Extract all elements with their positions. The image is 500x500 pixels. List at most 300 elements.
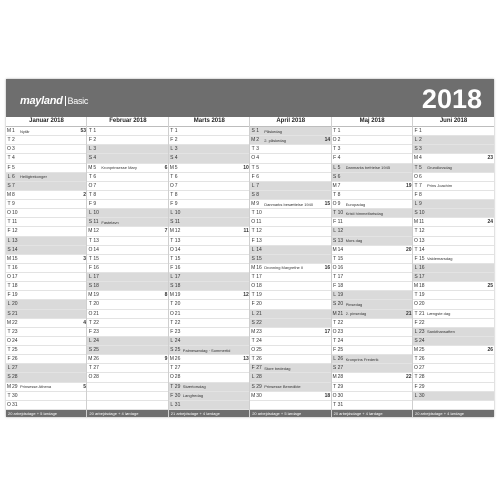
day-number: 18 [174, 283, 181, 290]
day-row [87, 300, 168, 309]
day-weekday: L [414, 201, 418, 208]
day-row [6, 364, 87, 373]
week-number: 22 [406, 374, 412, 381]
day-row [332, 346, 413, 355]
day-weekday: M [413, 219, 419, 226]
day-number: 21 [337, 310, 344, 317]
day-number: 9 [174, 201, 178, 208]
day-row [413, 136, 494, 145]
day-number: 17 [174, 274, 181, 281]
day-row [413, 282, 494, 291]
day-row [413, 392, 494, 401]
day-row [6, 328, 87, 337]
day-number: 16 [174, 264, 181, 271]
week-number: 25 [487, 283, 493, 290]
day-weekday: T [251, 356, 255, 363]
day-row [332, 164, 413, 173]
day-weekday: F [333, 347, 337, 354]
day-weekday: S [414, 210, 418, 217]
day-weekday: O [169, 374, 174, 381]
day-row [332, 310, 413, 319]
day-row [413, 209, 494, 218]
day-row [169, 154, 250, 163]
month-footer: 20 arbejdsdage + 4 lørdage [87, 410, 168, 417]
day-row [6, 218, 87, 227]
day-number: 23 [337, 328, 344, 335]
day-number: 6 [12, 173, 15, 180]
day-row [6, 401, 87, 410]
day-weekday: M [88, 356, 93, 363]
day-number: 15 [337, 255, 344, 262]
day-row [169, 310, 250, 319]
day-row [87, 200, 168, 209]
day-row [87, 164, 168, 173]
day-event: Grundlovsdag [427, 165, 452, 171]
day-weekday: L [7, 173, 11, 180]
day-number: 10 [174, 210, 181, 217]
day-number: 10 [12, 210, 18, 217]
brand-logo [20, 95, 88, 107]
day-weekday: T [333, 255, 337, 262]
week-number: 13 [243, 356, 249, 363]
day-number: 29 [419, 383, 425, 390]
day-weekday: T [251, 228, 255, 235]
day-event: Prinsesse Benedikte [264, 384, 301, 390]
day-row [332, 319, 413, 328]
month-column [169, 117, 250, 417]
week-number: 14 [324, 137, 331, 144]
day-weekday: L [170, 274, 174, 281]
day-list [413, 127, 494, 410]
day-weekday: S [88, 155, 93, 162]
empty-day-row [413, 401, 494, 410]
day-number: 7 [93, 182, 97, 189]
day-row [6, 136, 87, 145]
calendar-header [6, 79, 494, 117]
day-number: 3 [419, 146, 422, 153]
day-row [332, 300, 413, 309]
day-row [6, 291, 87, 300]
day-row [413, 200, 494, 209]
day-row [87, 209, 168, 218]
day-weekday: M [6, 191, 12, 198]
week-number: 16 [324, 264, 331, 271]
day-number: 16 [419, 264, 425, 271]
day-number: 4 [419, 155, 422, 162]
day-row [413, 300, 494, 309]
day-weekday: T [414, 374, 418, 381]
day-number: 25 [12, 347, 18, 354]
day-number: 8 [12, 191, 15, 198]
day-weekday: O [251, 283, 256, 290]
day-number: 7 [256, 182, 259, 189]
day-weekday: S [7, 374, 11, 381]
week-number: 11 [243, 228, 249, 235]
day-row [250, 328, 331, 337]
day-row [332, 127, 413, 136]
day-weekday: M [251, 137, 256, 144]
day-weekday: O [7, 210, 11, 217]
day-number: 25 [256, 347, 262, 354]
day-weekday: O [169, 246, 174, 253]
day-weekday: T [88, 301, 92, 308]
empty-day-row [87, 401, 168, 410]
day-number: 2 [174, 137, 178, 144]
day-number: 20 [12, 301, 18, 308]
day-row [413, 255, 494, 264]
months-grid [6, 117, 494, 417]
day-number: 29 [174, 383, 181, 390]
day-row [332, 255, 413, 264]
day-weekday: F [88, 201, 92, 208]
month-footer: 20 arbejdsdage + 5 lørdage [6, 410, 87, 417]
day-weekday: T [88, 319, 92, 326]
day-number: 26 [337, 356, 344, 363]
day-row [6, 191, 87, 200]
day-row [87, 273, 168, 282]
day-row [250, 136, 331, 145]
day-row [169, 227, 250, 236]
day-row [332, 200, 413, 209]
day-weekday: T [170, 128, 174, 135]
day-weekday: T [251, 210, 255, 217]
day-weekday: S [414, 337, 418, 344]
week-number: 15 [324, 201, 331, 208]
day-row [169, 300, 250, 309]
day-row [87, 328, 168, 337]
day-number: 9 [256, 201, 259, 208]
day-number: 20 [256, 301, 262, 308]
day-weekday: M [251, 392, 256, 399]
day-weekday: O [7, 337, 11, 344]
day-number: 17 [12, 274, 18, 281]
day-row [169, 273, 250, 282]
day-number: 15 [12, 255, 18, 262]
day-row [413, 164, 494, 173]
day-weekday: T [7, 264, 11, 271]
day-weekday: M [251, 201, 256, 208]
day-number: 31 [337, 401, 344, 408]
day-weekday: F [170, 137, 174, 144]
day-weekday: F [7, 164, 11, 171]
day-number: 7 [337, 182, 341, 189]
day-number: 5 [419, 164, 422, 171]
day-row [169, 255, 250, 264]
day-row [169, 264, 250, 273]
day-row [87, 291, 168, 300]
day-weekday: T [333, 146, 337, 153]
day-row [87, 154, 168, 163]
day-number: 28 [12, 374, 18, 381]
day-number: 22 [419, 319, 425, 326]
day-number: 8 [256, 191, 259, 198]
day-row [6, 355, 87, 364]
day-number: 4 [256, 155, 259, 162]
day-weekday: O [7, 401, 11, 408]
day-row [250, 191, 331, 200]
day-number: 22 [337, 319, 344, 326]
month-title: Juni 2018 [413, 117, 494, 127]
day-row [250, 373, 331, 382]
day-weekday: O [88, 182, 93, 189]
day-number: 6 [93, 173, 97, 180]
day-row [250, 291, 331, 300]
day-weekday: O [414, 237, 418, 244]
day-number: 25 [174, 347, 181, 354]
day-row [332, 154, 413, 163]
day-row [169, 200, 250, 209]
month-footer: 20 arbejdsdage + 4 lørdage [332, 410, 413, 417]
day-number: 15 [419, 255, 425, 262]
day-number: 8 [174, 191, 178, 198]
day-row [6, 173, 87, 182]
empty-day-row [87, 383, 168, 392]
day-weekday: M [169, 164, 174, 171]
month-column [250, 117, 331, 417]
day-row [6, 200, 87, 209]
day-weekday: F [170, 328, 174, 335]
day-row [413, 237, 494, 246]
day-number: 1 [174, 128, 178, 135]
day-row [250, 310, 331, 319]
day-weekday: L [251, 182, 255, 189]
day-row [332, 337, 413, 346]
day-weekday: T [7, 392, 11, 399]
day-weekday: O [7, 146, 11, 153]
day-row [413, 364, 494, 373]
day-number: 27 [256, 365, 262, 372]
day-row [332, 355, 413, 364]
day-weekday: T [333, 319, 337, 326]
day-row [87, 337, 168, 346]
day-number: 26 [93, 356, 99, 363]
day-event: Påskedag [264, 128, 282, 134]
day-row [332, 364, 413, 373]
day-event: Palmesøndag · Sommertid [182, 347, 231, 353]
day-event: Mors dag [345, 238, 363, 244]
day-row [332, 328, 413, 337]
day-number: 20 [93, 301, 99, 308]
day-row [169, 218, 250, 227]
day-row [413, 310, 494, 319]
day-weekday: O [332, 328, 337, 335]
day-row [6, 300, 87, 309]
day-number: 23 [12, 328, 18, 335]
day-number: 21 [419, 310, 425, 317]
day-number: 13 [256, 237, 262, 244]
day-number: 9 [337, 201, 341, 208]
day-number: 25 [93, 347, 99, 354]
day-weekday: F [88, 328, 92, 335]
day-number: 12 [174, 228, 181, 235]
day-row [413, 191, 494, 200]
day-row [413, 264, 494, 273]
day-weekday: F [7, 228, 11, 235]
day-row [6, 227, 87, 236]
day-weekday: T [414, 310, 418, 317]
day-number: 18 [419, 283, 425, 290]
day-weekday: S [88, 219, 93, 226]
month-title: Januar 2018 [6, 117, 87, 127]
day-weekday: S [7, 182, 11, 189]
day-row [169, 237, 250, 246]
day-row [87, 364, 168, 373]
day-number: 9 [12, 201, 15, 208]
week-number: 12 [243, 292, 249, 299]
day-row [169, 164, 250, 173]
day-number: 24 [337, 337, 344, 344]
week-number: 19 [406, 182, 412, 189]
day-number: 26 [419, 356, 425, 363]
month-column [332, 117, 413, 417]
day-row [250, 173, 331, 182]
day-weekday: T [88, 191, 92, 198]
day-row [413, 346, 494, 355]
day-weekday: T [333, 274, 337, 281]
day-row [87, 218, 168, 227]
day-row [169, 191, 250, 200]
calendar-year: 2018 [421, 84, 482, 114]
day-row [169, 319, 250, 328]
day-number: 13 [174, 237, 181, 244]
month-title: Maj 2018 [332, 117, 413, 127]
month-column [6, 117, 87, 417]
day-number: 6 [337, 173, 341, 180]
day-weekday: L [170, 337, 174, 344]
day-number: 17 [256, 274, 262, 281]
day-weekday: O [332, 392, 337, 399]
day-row [169, 355, 250, 364]
day-row [6, 182, 87, 191]
day-row [6, 282, 87, 291]
day-row [413, 373, 494, 382]
day-number: 8 [419, 191, 422, 198]
day-weekday: O [251, 219, 256, 226]
day-number: 13 [419, 237, 425, 244]
day-number: 17 [93, 274, 99, 281]
month-footer: 21 arbejdsdage + 4 lørdage [169, 410, 250, 417]
day-number: 14 [337, 246, 344, 253]
month-footer: 20 arbejdsdage + 5 lørdage [250, 410, 331, 417]
day-number: 29 [256, 383, 262, 390]
day-number: 7 [174, 182, 178, 189]
day-weekday: O [414, 365, 418, 372]
day-weekday: T [88, 237, 92, 244]
day-weekday: T [7, 219, 11, 226]
day-number: 21 [256, 310, 262, 317]
day-number: 21 [174, 310, 181, 317]
day-weekday: L [89, 274, 92, 281]
day-weekday: L [414, 328, 418, 335]
day-weekday: S [251, 128, 255, 135]
day-weekday: M [332, 310, 337, 317]
day-row [413, 218, 494, 227]
brand-product: Basic [65, 96, 89, 106]
day-event: Store bededag [264, 365, 291, 371]
day-row [332, 273, 413, 282]
day-number: 5 [174, 164, 178, 171]
day-row [6, 346, 87, 355]
day-weekday: M [6, 128, 12, 135]
week-number: 2 [83, 191, 86, 198]
day-row [169, 328, 250, 337]
day-event: Prins Joachim [427, 183, 453, 189]
day-weekday: F [251, 237, 255, 244]
day-weekday: M [413, 347, 419, 354]
day-number: 28 [256, 374, 262, 381]
day-row [413, 337, 494, 346]
day-number: 24 [93, 337, 99, 344]
day-number: 10 [419, 210, 425, 217]
column-divider [331, 117, 332, 417]
week-number: 17 [324, 328, 331, 335]
day-number: 6 [256, 173, 259, 180]
day-row [169, 383, 250, 392]
day-weekday: S [332, 173, 337, 180]
day-row [6, 154, 87, 163]
day-weekday: L [7, 237, 11, 244]
column-divider [412, 117, 413, 417]
day-row [250, 209, 331, 218]
day-row [87, 264, 168, 273]
day-weekday: L [251, 310, 255, 317]
day-row [332, 182, 413, 191]
day-weekday: T [170, 383, 174, 390]
day-number: 15 [256, 255, 262, 262]
day-weekday: T [414, 164, 418, 171]
day-number: 1 [337, 128, 341, 135]
day-number: 11 [256, 219, 262, 226]
day-number: 17 [419, 274, 425, 281]
day-number: 4 [174, 155, 178, 162]
week-number: 20 [406, 246, 412, 253]
day-number: 4 [337, 155, 341, 162]
day-number: 10 [337, 210, 344, 217]
day-row [169, 282, 250, 291]
day-number: 24 [174, 337, 181, 344]
brand-name: mayland [20, 95, 63, 107]
day-number: 21 [93, 310, 99, 317]
day-list [87, 127, 168, 410]
day-row [413, 154, 494, 163]
day-number: 24 [256, 337, 262, 344]
day-weekday: T [251, 164, 255, 171]
day-number: 24 [419, 337, 425, 344]
day-row [6, 127, 87, 136]
week-number: 6 [164, 164, 168, 171]
day-row [169, 136, 250, 145]
day-row [169, 337, 250, 346]
day-weekday: T [251, 292, 255, 299]
day-number: 22 [256, 319, 262, 326]
day-number: 11 [419, 219, 425, 226]
day-weekday: O [332, 137, 337, 144]
day-row [250, 145, 331, 154]
day-weekday: T [333, 191, 337, 198]
day-row [87, 145, 168, 154]
day-number: 28 [93, 374, 99, 381]
day-number: 14 [174, 246, 181, 253]
day-number: 27 [337, 365, 344, 372]
week-number: 5 [83, 383, 86, 390]
day-weekday: F [7, 292, 11, 299]
day-row [250, 200, 331, 209]
day-number: 27 [93, 365, 99, 372]
day-number: 2 [12, 137, 15, 144]
day-row [87, 319, 168, 328]
month-column [413, 117, 494, 417]
day-number: 2 [419, 137, 422, 144]
